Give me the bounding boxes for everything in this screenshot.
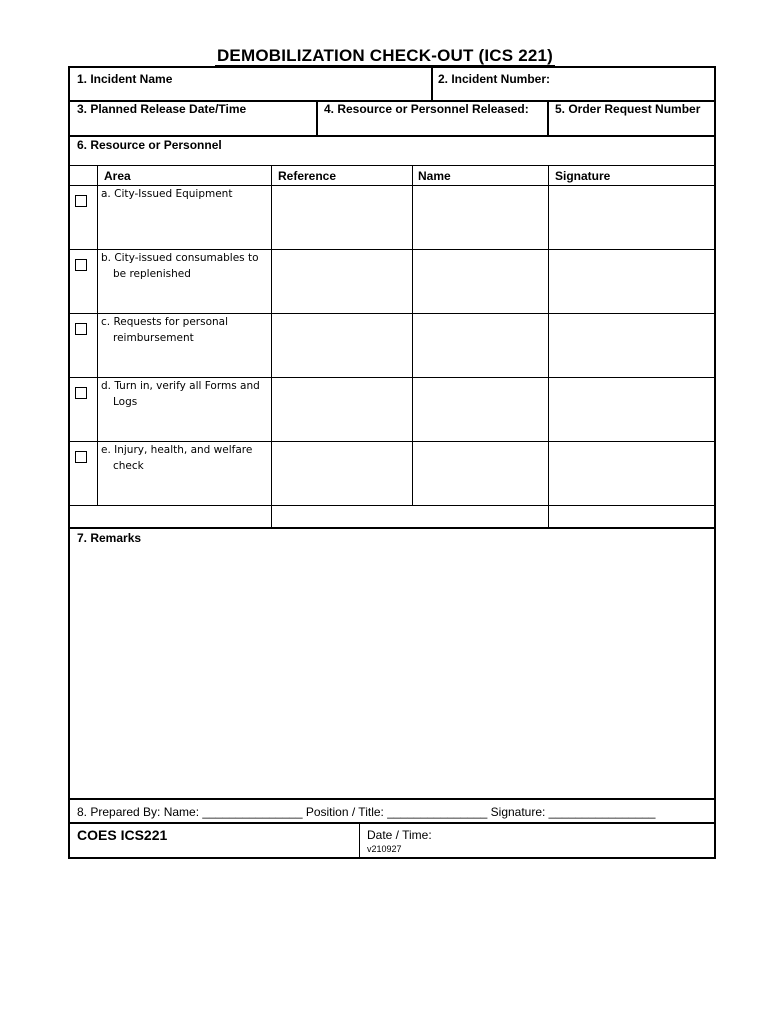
checkbox-row-d[interactable]: [75, 387, 87, 399]
date-time-label: Date / Time:: [367, 828, 432, 842]
column-header-area: Area: [104, 169, 131, 183]
ics221-form: [68, 66, 716, 859]
order-request-label: 5. Order Request Number: [555, 102, 701, 116]
table-row-d: [101, 378, 260, 410]
checkbox-row-c[interactable]: [75, 323, 87, 335]
incident-name-label: 1. Incident Name: [77, 72, 173, 86]
row-d-text-cont: Logs: [113, 396, 138, 408]
row-c-text: c. Requests for personal: [101, 316, 229, 328]
incident-number-label: 2. Incident Number:: [438, 72, 551, 86]
row-b-text: b. City-issued consumables to: [101, 252, 259, 264]
divider: [548, 165, 549, 527]
form-title: DEMOBILIZATION CHECK-OUT (ICS 221): [216, 46, 554, 65]
divider: [70, 798, 714, 800]
column-header-signature: Signature: [555, 169, 611, 183]
row-e-text-cont: check: [113, 460, 144, 472]
table-row-a: [101, 186, 232, 202]
resource-personnel-section-label: 6. Resource or Personnel: [77, 138, 222, 152]
table-row-e: [101, 442, 252, 474]
divider: [70, 822, 714, 824]
divider: [271, 165, 272, 527]
prepared-by-line: 8. Prepared By: Name: _______________ Position / Title: _______________ Signature: ________________: [77, 805, 656, 819]
form-code: COES ICS221: [77, 827, 168, 843]
remarks-label: 7. Remarks: [77, 531, 142, 545]
divider: [70, 165, 714, 166]
row-b-text-cont: be replenished: [113, 268, 191, 280]
row-a-text: a. City-Issued Equipment: [101, 188, 233, 200]
divider: [431, 68, 433, 100]
divider: [70, 135, 714, 137]
divider: [97, 165, 98, 506]
version-label: v210927: [367, 844, 402, 854]
table-row-c: [101, 314, 228, 346]
column-header-name: Name: [418, 169, 451, 183]
planned-release-label: 3. Planned Release Date/Time: [77, 102, 247, 116]
row-d-text: d. Turn in, verify all Forms and: [101, 380, 260, 392]
divider: [359, 822, 360, 857]
row-c-text-cont: reimbursement: [113, 332, 194, 344]
table-row-b: [101, 250, 259, 282]
row-e-text: e. Injury, health, and welfare: [101, 444, 253, 456]
checkbox-row-b[interactable]: [75, 259, 87, 271]
divider: [70, 505, 714, 506]
checkbox-row-e[interactable]: [75, 451, 87, 463]
divider: [316, 100, 318, 136]
divider: [70, 527, 714, 529]
divider: [412, 165, 413, 506]
checkbox-row-a[interactable]: [75, 195, 87, 207]
resource-released-label: 4. Resource or Personnel Released:: [324, 102, 529, 116]
column-header-reference: Reference: [278, 169, 337, 183]
divider: [547, 100, 549, 136]
